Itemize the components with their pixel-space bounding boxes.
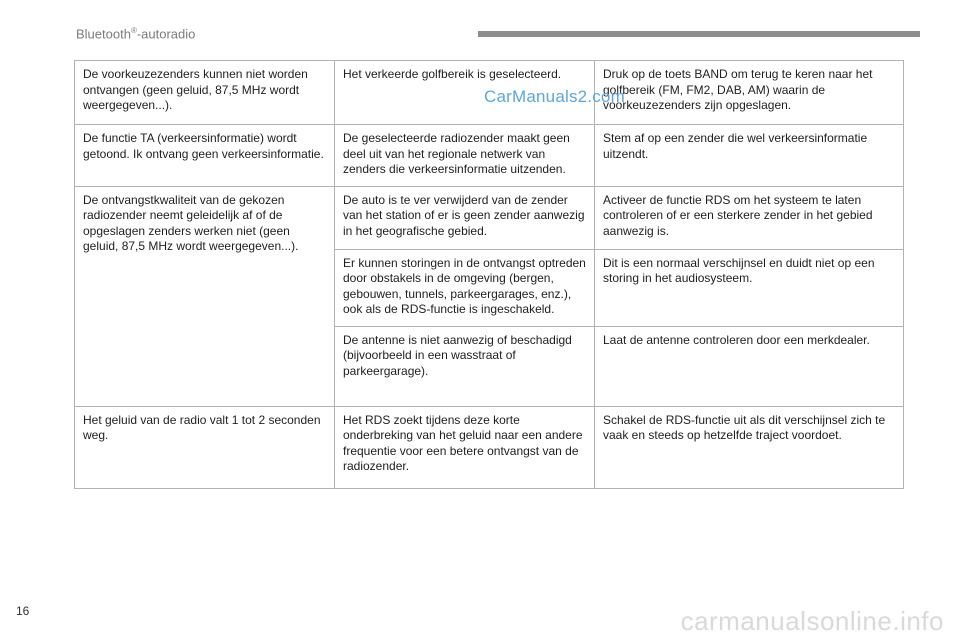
solution-cell: Druk op de toets BAND om terug te keren naar het golfbereik (FM, FM2, DAB, AM) waarin de voorkeuzezenders zijn opgeslagen. <box>595 61 904 125</box>
cause-cell: De geselecteerde radiozender maakt geen deel uit van het regionale netwerk van zenders die verkeersinformatie uitzenden. <box>335 125 595 187</box>
cause-cell: De antenne is niet aanwezig of beschadigd (bijvoorbeeld in een wasstraat of parkeergarage). <box>335 326 595 406</box>
cause-cell: Het RDS zoekt tijdens deze korte onderbreking van het geluid naar een andere frequentie voor een betere ontvangst van de radiozender. <box>335 406 595 488</box>
problem-cell: De ontvangstkwaliteit van de gekozen radiozender neemt geleidelijk af of de opgeslagen zenders werken niet (geen geluid, 87,5 MHz wordt weergegeven...). <box>75 186 335 406</box>
solution-cell: Activeer de functie RDS om het systeem te laten controleren of er een sterkere zender in het gebied aanwezig is. <box>595 186 904 249</box>
table-row <box>75 186 904 249</box>
solution-cell: Dit is een normaal verschijnsel en duidt niet op een storing in het audiosysteem. <box>595 249 904 326</box>
solution-cell: Stem af op een zender die wel verkeersinformatie uitzendt. <box>595 125 904 187</box>
problem-cell: De voorkeuzezenders kunnen niet worden ontvangen (geen geluid, 87,5 MHz wordt weergegeven...). <box>75 61 335 125</box>
cause-cell: De auto is te ver verwijderd van de zender van het station of er is geen zender aanwezig in het geografische gebied. <box>335 186 595 249</box>
header-bar <box>478 31 920 37</box>
cause-cell: Het verkeerde golfbereik is geselecteerd. <box>335 61 595 125</box>
table-row <box>75 125 904 187</box>
section-title-suffix: -autoradio <box>136 26 196 42</box>
section-title-main: Bluetooth <box>76 26 131 42</box>
page-number: 16 <box>16 604 30 618</box>
footer-watermark: carmanualsonline.info <box>680 606 944 636</box>
solution-cell: Schakel de RDS-functie uit als dit verschijnsel zich te vaak en steeds op hetzelfde traject voordoet. <box>595 406 904 488</box>
section-title <box>76 26 195 41</box>
solution-cell: Laat de antenne controleren door een merkdealer. <box>595 326 904 406</box>
problem-cell: De functie TA (verkeersinformatie) wordt getoond. Ik ontvang geen verkeersinformatie. <box>75 125 335 187</box>
cause-cell: Er kunnen storingen in de ontvangst optreden door obstakels in de omgeving (bergen, gebouwen, tunnels, parkeergarages, enz.), ook als de RDS-functie is ingeschakeld. <box>335 249 595 326</box>
registered-mark: ® <box>130 26 137 35</box>
table-row <box>75 406 904 488</box>
problem-cell: Het geluid van de radio valt 1 tot 2 seconden weg. <box>75 406 335 488</box>
troubleshooting-table <box>74 60 904 489</box>
watermark: CarManuals2.com <box>484 87 625 106</box>
